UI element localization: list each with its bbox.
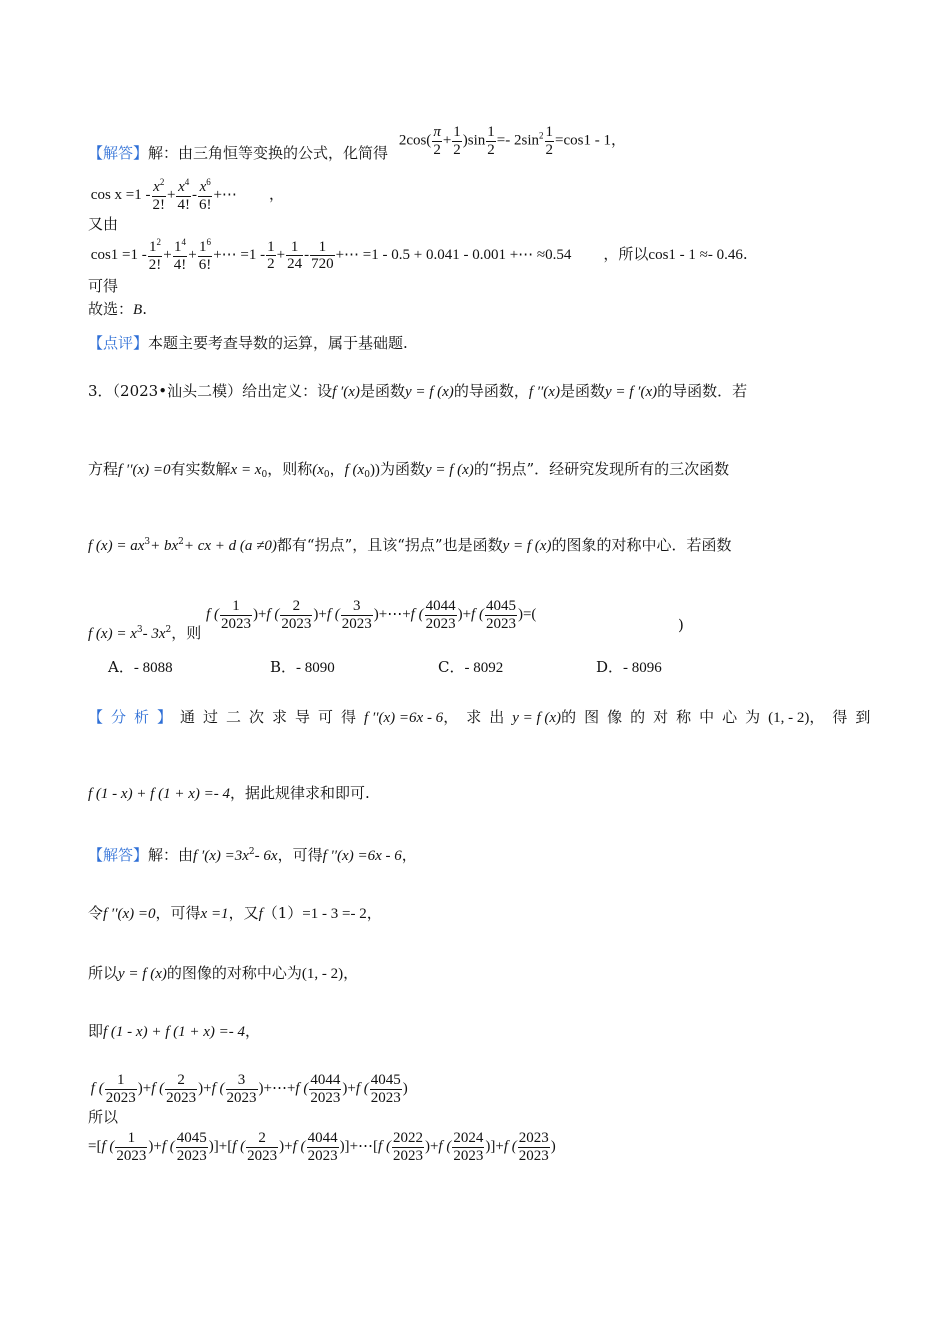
problem3-line-3: f $(x) = ax^3+ bx^2+$ cx + d (a ≠0)都有“拐点”，且该“拐点”也是函数y = f (x)的图象的对称中心．若函数	[88, 536, 732, 554]
solution-line-5: 所以 f ( $\frac{1}{2023}$ )+f ( $\frac{2}{2023}$ )+f ( $\frac{3}{2023}$ )+⋯+f ( $\frac{4044}{2023}$ )+f ( $\frac{4045}{2023}$ )	[88, 1072, 408, 1127]
solution-line-2: 令f ′′(x) =0，可得x =1，又f（1）=1 - 3 =- 2，	[88, 904, 382, 922]
solution-tag: 【解答】	[88, 846, 149, 864]
option-d[interactable]: D．- 8096	[596, 658, 662, 676]
sum-expression: f ( $\frac{1}{2023}$ )+f ( $\frac{2}{2023}$ )+f ( $\frac{3}{2023}$ )+⋯+f ( $\frac{4044}{2023}$ )+f ( $\frac{4045}{2023}$ )=(	[206, 598, 537, 632]
analysis-line-2: f (1 - x) + f (1 + x) =- 4，据此规律求和即可.	[88, 784, 370, 802]
option-a[interactable]: A．- 8088	[108, 658, 173, 676]
cos-series-formula: cos x =1 - $\frac{x^2}{2!}$ + $\frac{x^4}{4!}$ - $\frac{x^6}{6!}$ +⋯	[90, 177, 237, 213]
answer-line-2: 又由 cos x =1 - $\frac{x^2}{2!}$ + $\frac{x^4}{4!}$ - $\frac{x^6}{6!}$ +⋯ ，	[88, 177, 284, 233]
cos1-approx-formula: cos1 =1 - $\frac{1^2}{2!}$ + $\frac{1^4}{4!}$ + $\frac{1^6}{6!}$ +⋯ =1 - $\frac{1}{2}$ + $\frac{1}{24}$ - $\frac{1}{720}$ +⋯ =1 - 0.5 + 0.041 - 0.001 +⋯ ≈0.54	[90, 237, 572, 273]
problem3-line-2: 方程f ′′(x) =0有实数解$x = x_0$，则称($x_0$，f $(x_0)$)为函数y = f (x)的“拐点”．经研究发现所有的三次函数	[88, 460, 730, 480]
problem3-line-4: f $(x) = x^3-$ $3x^2$，则 f ( $\frac{1}{2023}$ )+f ( $\frac{2}{2023}$ )+f ( $\frac{3}{2023}$ )+⋯+f ( $\frac{4044}{2023}$ )+f ( $\frac{4045}{2023}$ )=( )	[88, 598, 684, 643]
paired-sum-expression: =[f ( $\frac{1}{2023}$ )+f ( $\frac{4045}{2023}$ )]+[f ( $\frac{2}{2023}$ )+f ( $\frac{4044}{2023}$ )]+⋯[f ( $\frac{2022}{2023}$ )+f ( $\frac{2024}{2023}$ )]+f ( $\frac{2023}{2023}$ )	[88, 1130, 556, 1164]
problem3-line-1: 3．（2023•汕头二模）给出定义：设f ′(x)是函数y = f (x)的导函数，f ′′(x)是函数y = f ′(x)的导函数．若	[88, 382, 748, 400]
answer-tag: 【解答】	[88, 144, 149, 163]
approx-result: cos1 - 1 ≈- 0.46	[648, 246, 743, 263]
solution-line-1: 【解答】解：由f $'(x) =3x^2-$ 6x，可得f ′′(x) =6x - 6，	[88, 846, 417, 864]
comment-line: 【点评】本题主要考查导数的运算，属于基础题.	[88, 334, 408, 352]
answer-choice: B	[133, 302, 143, 318]
choose-line: 故选：B.	[88, 300, 147, 318]
analysis-tag: 【分析】	[88, 708, 181, 726]
solution-line-3: 所以y = f (x)的图像的对称中心为(1, - 2)，	[88, 964, 359, 982]
comment-tag: 【点评】	[88, 334, 149, 352]
solution-sum-expression: f ( $\frac{1}{2023}$ )+f ( $\frac{2}{2023}$ )+f ( $\frac{3}{2023}$ )+⋯+f ( $\frac{4044}{2023}$ )+f ( $\frac{4045}{2023}$ )	[90, 1072, 408, 1106]
answer-line-3: 可得 cos1 =1 - $\frac{1^2}{2!}$ + $\frac{1^4}{4!}$ + $\frac{1^6}{6!}$ +⋯ =1 - $\frac{1}{2}$ + $\frac{1}{24}$ - $\frac{1}{720}$ +⋯ =1 - 0.5 + 0.041 - 0.001 +⋯ ≈0.54 ，所以cos1 - 1 ≈- 0.46.	[88, 237, 748, 295]
option-b[interactable]: B．- 8090	[270, 658, 335, 676]
solution-line-6	[88, 1130, 556, 1164]
solution-line-4: 即f (1 - x) + f (1 + x) =- 4，	[88, 1022, 261, 1040]
problem-number: 3．	[88, 382, 113, 400]
trig-identity-formula: 2cos( $\frac{\pi}{2}$ + $\frac{1}{2}$ )sin $\frac{1}{2}$ =- $2\sin^2$ $\frac{1}{2}$ =cos1 - 1	[398, 124, 611, 158]
option-c[interactable]: C．- 8092	[438, 658, 504, 676]
analysis-line-1: 【分析】通过二次求导可得f ′′(x) =6x - 6，求出y = f (x)的图像的对称中心为(1, - 2)，得到	[88, 708, 879, 726]
answer-line-1: 【解答】解：由三角恒等变换的公式，化简得 2cos( $\frac{\pi}{2}$ + $\frac{1}{2}$ )sin $\frac{1}{2}$ =- $2\sin^2$ $\frac{1}{2}$ =cos1 - 1，	[88, 124, 626, 163]
